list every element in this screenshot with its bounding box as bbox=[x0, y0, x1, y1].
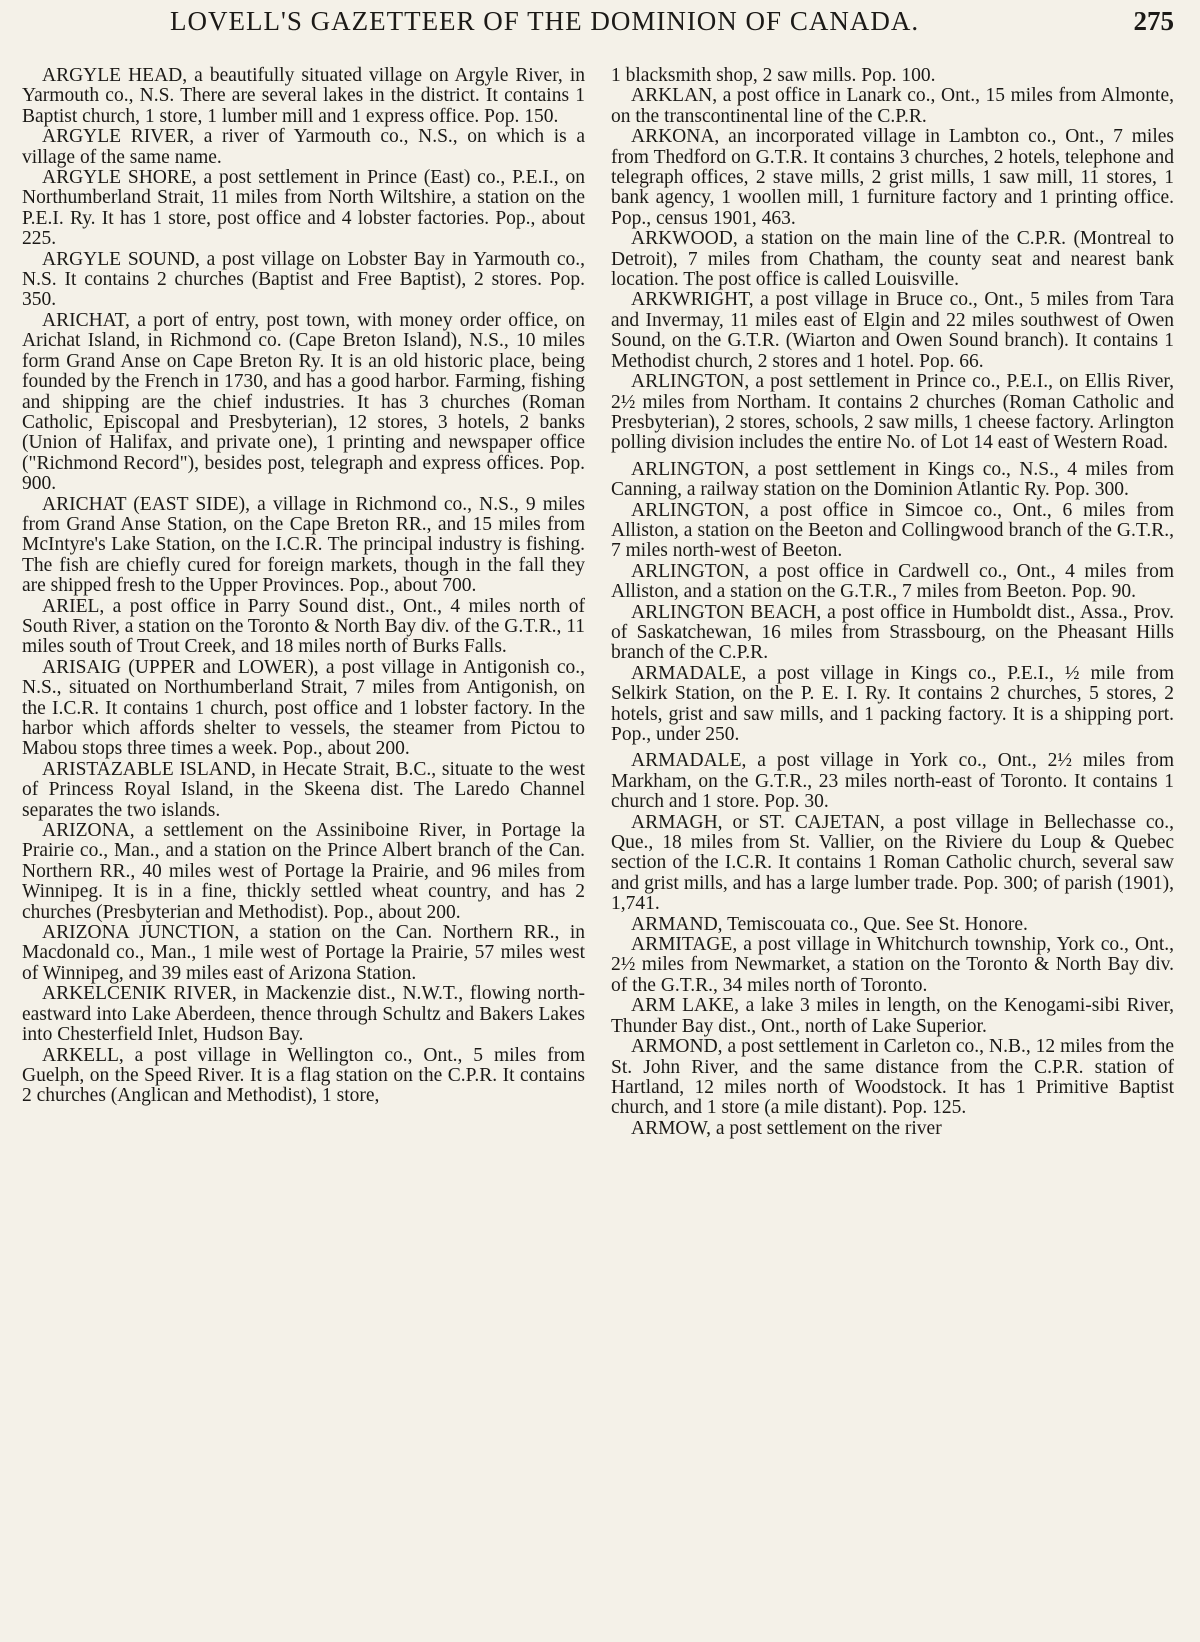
right-column bbox=[611, 66, 1174, 1139]
entry-argyle-shore: ARGYLE SHORE, a post settlement in Prince (East) co., P.E.I., on Northumberland Strait, 11 miles from North Wiltshire, a station on the P.E.I. Ry. It has 1 store, post office and 4 lobster factories. Pop., about 225. bbox=[22, 167, 585, 250]
entry-arlington-prince: ARLINGTON, a post settlement in Prince co., P.E.I., on Ellis River, 2½ miles from Northam. It contains 2 churches (Roman Catholic and Presbyterian), 2 stores, schools, 2 saw mills, 1 cheese factory. Arlington polling division includes the entire No. of Lot 14 east of Western Road. bbox=[611, 371, 1174, 454]
entry-arisaig: ARISAIG (UPPER and LOWER), a post village in Antigonish co., N.S., situated on Northumberland Strait, 7 miles from Antigonish, on the I.C.R. It contains 1 church, post office and 1 lobster factory. In the harbor which affords shelter to vessels, the steamer from Pictou to Mabou stops three times a week. Pop., about 200. bbox=[22, 656, 585, 760]
entry-arichat: ARICHAT, a port of entry, post town, with money order office, on Arichat Island, in Richmond co. (Cape Breton Island), N.S., 10 miles form Grand Anse on Cape Breton Ry. It is an old historic place, being founded by the French in 1730, and has a good harbor. Farming, fishing and shipping are the chief industries. It has 3 churches (Roman Catholic, Episcopal and Presbyterian), 12 stores, 3 hotels, 2 banks (Union of Halifax, and private one), 1 printing and newspaper office ("Richmond Record"), besides post, telegraph and express offices. Pop. 900. bbox=[22, 309, 585, 495]
entry-arkwood: ARKWOOD, a station on the main line of the C.P.R. (Montreal to Detroit), 7 miles from Chatham, the county seat and nearest bank location. The post office is called Louisville. bbox=[611, 228, 1174, 291]
left-column bbox=[22, 66, 585, 1139]
entry-arkona: ARKONA, an incorporated village in Lambton co., Ont., 7 miles from Thedford on G.T.R. It contains 3 churches, 2 hotels, telephone and telegraph offices, 2 stave mills, 2 grist mills, 1 saw mill, 11 stores, 1 bank agency, 1 woollen mill, 1 furniture factory and 1 printing office. Pop., census 1901, 463. bbox=[611, 126, 1174, 229]
entry-argyle-river: ARGYLE RIVER, a river of Yarmouth co., N.S., on which is a village of the same name. bbox=[22, 126, 585, 168]
entry-argyle-head: ARGYLE HEAD, a beautifully situated village on Argyle River, in Yarmouth co., N.S. There are several lakes in the district. It contains 1 Baptist church, 1 store, 1 lumber mill and 1 express office. Pop. 150. bbox=[22, 65, 585, 127]
entry-arichat-east-side: ARICHAT (EAST SIDE), a village in Richmond co., N.S., 9 miles from Grand Anse Station, on the Cape Breton RR., and 15 miles from McIntyre's Lake Station, on the I.C.R. The principal industry is fishing. The fish are chiefly cured for foreign markets, though in the fall they are shipped fresh to the Upper Provinces. Pop., about 700. bbox=[22, 493, 585, 597]
entry-arkell-continued: 1 blacksmith shop, 2 saw mills. Pop. 100. bbox=[611, 65, 936, 86]
page-header bbox=[22, 4, 1174, 52]
entry-armand: ARMAND, Temiscouata co., Que. See St. Honore. bbox=[631, 913, 1028, 935]
entry-armow: ARMOW, a post settlement on the river bbox=[631, 1117, 942, 1139]
entry-arlington-beach: ARLINGTON BEACH, a post office in Humboldt dist., Assa., Prov. of Saskatchewan, 16 miles from Strassbourg, on the Pheasant Hills branch of the C.P.R. bbox=[611, 601, 1174, 664]
entry-arkelcenik-river: ARKELCENIK RIVER, in Mackenzie dist., N.W.T., flowing north-eastward into Lake Aberdeen, thence through Schultz and Bakers Lakes into Chesterfield Inlet, Hudson Bay. bbox=[22, 983, 585, 1046]
entry-armadale-york: ARMADALE, a post village in York co., Ont., 2½ miles from Markham, on the G.T.R., 23 miles north-east of Toronto. It contains 1 church and 1 store. Pop. 30. bbox=[611, 750, 1174, 813]
page-number: 275 bbox=[1133, 6, 1174, 36]
running-title: LOVELL'S GAZETTEER OF THE DOMINION OF CANADA. bbox=[170, 6, 920, 36]
entry-arkwright: ARKWRIGHT, a post village in Bruce co., Ont., 5 miles from Tara and Invermay, 11 miles east of Elgin and 22 miles southwest of Owen Sound, on the G.T.R. (Wiarton and Owen Sound branch). It contains 1 Methodist church, 2 stores and 1 hotel. Pop. 66. bbox=[611, 289, 1174, 372]
entry-arlington-cardwell: ARLINGTON, a post office in Cardwell co., Ont., 4 miles from Alliston, and a station on the G.T.R., 7 miles from Beeton. Pop. 90. bbox=[611, 560, 1174, 603]
entry-arklan: ARKLAN, a post office in Lanark co., Ont., 15 miles from Almonte, on the transcontinental line of the C.P.R. bbox=[611, 85, 1174, 127]
entry-armond: ARMOND, a post settlement in Carleton co., N.B., 12 miles from the St. John River, and the same distance from the C.P.R. station of Hartland, 12 miles north of Woodstock. It has 1 Primitive Baptist church, and 1 store (a mile distant). Pop. 125. bbox=[611, 1036, 1174, 1119]
entry-argyle-sound: ARGYLE SOUND, a post village on Lobster Bay in Yarmouth co., N.S. It contains 2 churches (Baptist and Free Baptist), 2 stores. Pop. 350. bbox=[22, 248, 585, 311]
entry-arlington-kings: ARLINGTON, a post settlement in Kings co., N.S., 4 miles from Canning, a railway station on the Dominion Atlantic Ry. Pop. 300. bbox=[611, 458, 1174, 501]
entry-armagh: ARMAGH, or ST. CAJETAN, a post village in Bellechasse co., Que., 18 miles from St. Vallier, on the Riviere du Loup & Quebec section of the I.C.R. It contains 1 Roman Catholic church, several saw and grist mills, and has a large lumber trade. Pop. 300; of parish (1901), 1,741. bbox=[611, 811, 1174, 915]
entry-arizona-junction: ARIZONA JUNCTION, a station on the Can. Northern RR., in Macdonald co., Man., 1 mile west of Portage la Prairie, 57 miles west of Winnipeg, and 39 miles east of Arizona Station. bbox=[22, 922, 585, 984]
entry-arkell: ARKELL, a post village in Wellington co., Ont., 5 miles from Guelph, on the Speed River. It is a flag station on the C.P.R. It contains 2 churches (Anglican and Methodist), 1 store, bbox=[22, 1044, 585, 1107]
entry-armadale-kings: ARMADALE, a post village in Kings co., P.E.I., ½ mile from Selkirk Station, on the P. E. I. Ry. It contains 2 churches, 5 stores, 2 hotels, grist and saw mills, and 1 packing factory. It is a shipping port. Pop., under 250. bbox=[611, 662, 1174, 745]
entry-ariel: ARIEL, a post office in Parry Sound dist., Ont., 4 miles north of South River, a station on the Toronto & North Bay div. of the G.T.R., 11 miles south of Trout Creek, and 18 miles north of Burks Falls. bbox=[22, 595, 585, 658]
entry-arlington-simcoe: ARLINGTON, a post office in Simcoe co., Ont., 6 miles from Alliston, a station on the Beeton and Collingwood branch of the G.T.R., 7 miles north-west of Beeton. bbox=[611, 499, 1174, 562]
entry-arm-lake: ARM LAKE, a lake 3 miles in length, on the Kenogami-sibi River, Thunder Bay dist., Ont., north of Lake Superior. bbox=[611, 995, 1174, 1037]
text-columns bbox=[22, 66, 1174, 1139]
entry-arizona: ARIZONA, a settlement on the Assiniboine River, in Portage la Prairie co., Man., and a station on the Prince Albert branch of the Can. Northern RR., 40 miles west of Portage la Prairie, and 96 miles from Winnipeg. It is in a fine, thickly settled wheat country, and has 2 churches (Presbyterian and Methodist). Pop., about 200. bbox=[22, 820, 585, 923]
entry-aristazable-island: ARISTAZABLE ISLAND, in Hecate Strait, B.C., situate to the west of Princess Royal Island, in the Skeena dist. The Laredo Channel separates the two islands. bbox=[22, 758, 585, 821]
entry-armitage: ARMITAGE, a post village in Whitchurch township, York co., Ont., 2½ miles from Newmarket, a station on the Toronto & North Bay div. of the G.T.R., 34 miles north of Toronto. bbox=[611, 934, 1174, 996]
